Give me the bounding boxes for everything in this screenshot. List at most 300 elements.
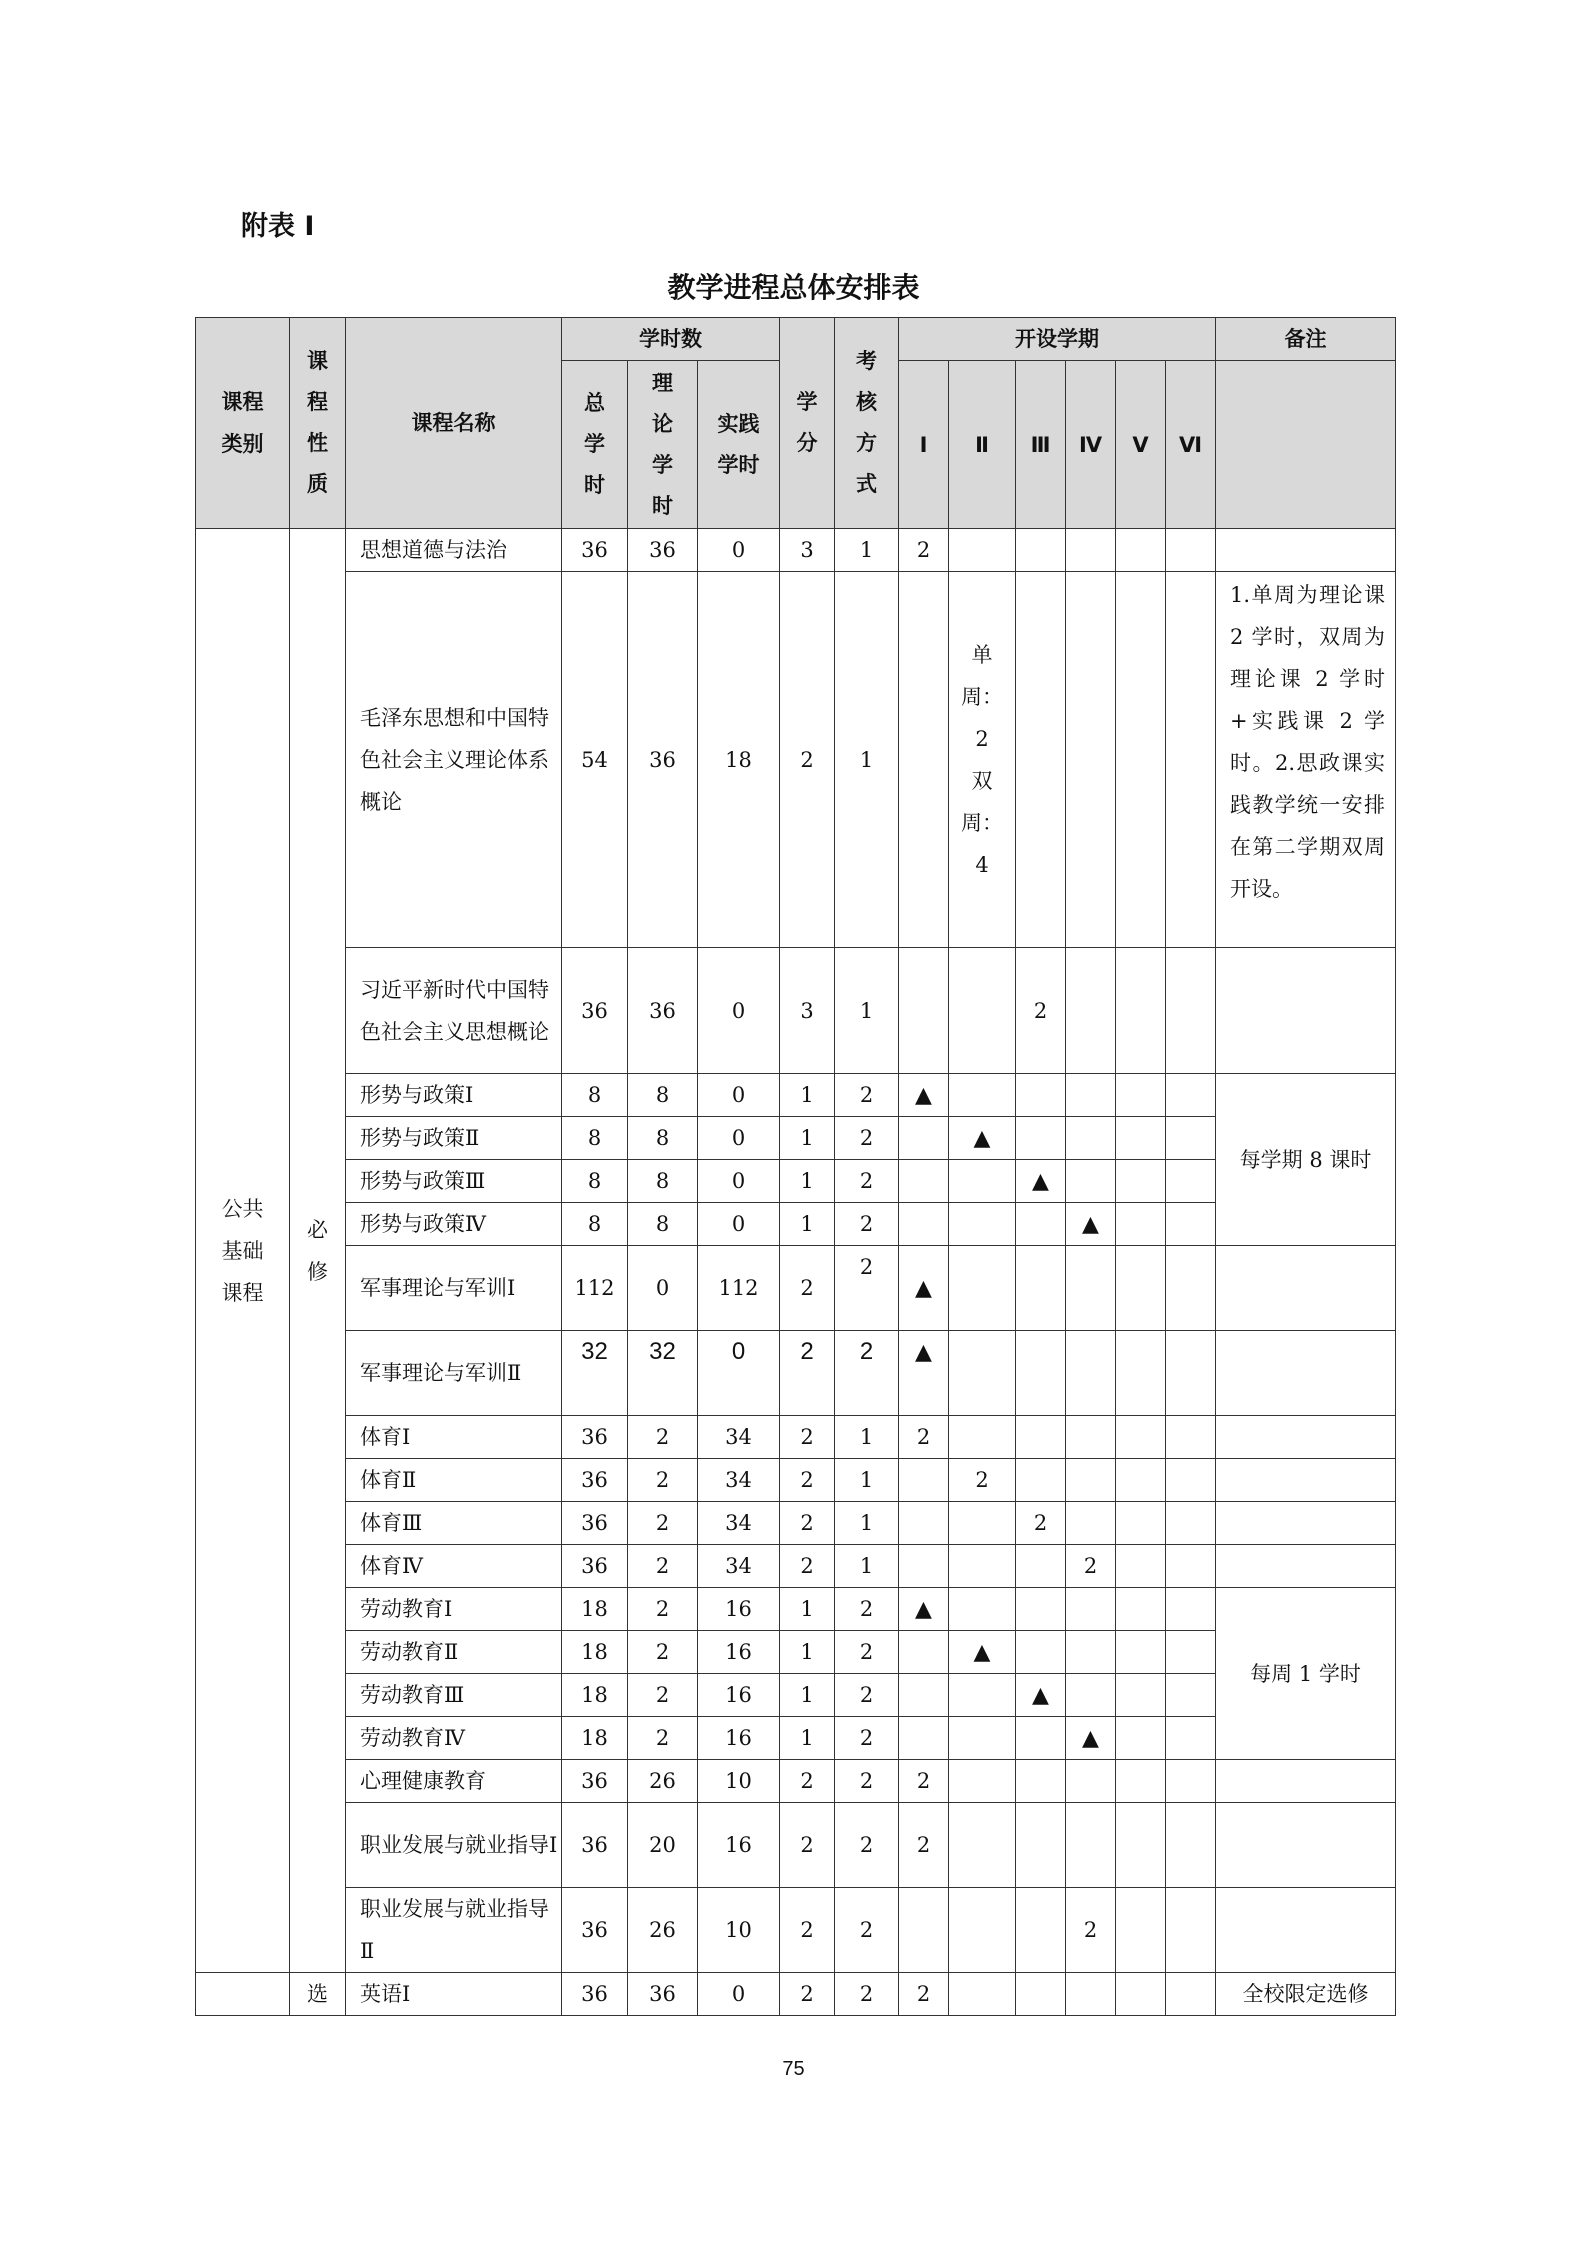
- remarks-cell: [1216, 1502, 1396, 1545]
- exam-method-cell: 1: [835, 529, 899, 572]
- semester-4-cell: [1066, 1973, 1116, 2016]
- semester-5-cell: [1116, 1331, 1166, 1416]
- course-name-cell: 思想道德与法治: [346, 529, 562, 572]
- nature-elective-cell: 选: [290, 1973, 346, 2016]
- semester-6-cell: [1166, 1674, 1216, 1717]
- header-total-hours: 总 学 时: [562, 361, 628, 529]
- practice-hours-cell: 18: [698, 572, 780, 948]
- header-hours-group: 学时数: [562, 318, 780, 361]
- table-row: [196, 1760, 1396, 1803]
- exam-method-cell: 2: [835, 1588, 899, 1631]
- semester-5-cell: [1116, 529, 1166, 572]
- semester-2-cell: [949, 1545, 1016, 1588]
- exam-method-cell: 2: [835, 1717, 899, 1760]
- semester-4-cell: [1066, 1588, 1116, 1631]
- course-name-cell: 英语Ⅰ: [346, 1973, 562, 2016]
- header-semester-3: Ⅲ: [1016, 361, 1066, 529]
- semester-1-cell: [899, 1674, 949, 1717]
- triangle-marker-icon: ▲: [973, 1126, 991, 1151]
- remarks-labor-note: 每周 1 学时: [1216, 1588, 1396, 1760]
- table-row: [196, 948, 1396, 1074]
- exam-method-cell: 2: [835, 1888, 899, 1973]
- semester-5-cell: [1116, 1631, 1166, 1674]
- semester-1-cell: 2: [899, 529, 949, 572]
- header-remarks-blank: [1216, 361, 1396, 529]
- semester-3-cell: [1016, 1074, 1066, 1117]
- triangle-marker-icon: ▲: [915, 1597, 932, 1622]
- semester-6-cell: [1166, 1117, 1216, 1160]
- table-row: [196, 1588, 1396, 1631]
- course-name-cell: 形势与政策Ⅳ: [346, 1203, 562, 1246]
- credits-cell: 1: [780, 1631, 835, 1674]
- theory-hours-cell: 8: [628, 1117, 698, 1160]
- course-name-cell: 习近平新时代中国特色社会主义思想概论: [346, 948, 562, 1074]
- semester-5-cell: [1116, 1803, 1166, 1888]
- practice-hours-cell: 0: [698, 1160, 780, 1203]
- course-name-cell: 心理健康教育: [346, 1760, 562, 1803]
- total-hours-cell: 112: [562, 1246, 628, 1331]
- semester-5-cell: [1116, 1117, 1166, 1160]
- semester-6-cell: [1166, 1160, 1216, 1203]
- remarks-cell: [1216, 1803, 1396, 1888]
- exam-method-cell: 1: [835, 1459, 899, 1502]
- theory-hours-cell: 36: [628, 572, 698, 948]
- semester-6-cell: [1166, 1803, 1216, 1888]
- semester-3-cell: [1016, 1888, 1066, 1973]
- semester-3-cell: 2: [1016, 948, 1066, 1074]
- total-hours-cell: 32: [562, 1331, 628, 1416]
- header-remarks: 备注: [1216, 318, 1396, 361]
- total-hours-cell: 8: [562, 1074, 628, 1117]
- semester-6-cell: [1166, 1074, 1216, 1117]
- semester-6-cell: [1166, 1631, 1216, 1674]
- practice-hours-cell: 10: [698, 1760, 780, 1803]
- semester-2-cell: [949, 1416, 1016, 1459]
- semester-6-cell: [1166, 1545, 1216, 1588]
- practice-hours-cell: 10: [698, 1888, 780, 1973]
- semester-2-cell: [949, 1074, 1016, 1117]
- remarks-cell: [1216, 1760, 1396, 1803]
- credits-cell: 2: [780, 1760, 835, 1803]
- triangle-marker-icon: ▲: [1032, 1169, 1049, 1194]
- table-row: [196, 1074, 1396, 1117]
- exam-method-cell: 2: [835, 1246, 899, 1331]
- course-name-cell: 形势与政策Ⅰ: [346, 1074, 562, 1117]
- semester-2-cell: [949, 529, 1016, 572]
- semester-1-cell: [899, 1160, 949, 1203]
- table-row: [196, 1246, 1396, 1331]
- semester-6-cell: [1166, 1760, 1216, 1803]
- credits-cell: 2: [780, 1459, 835, 1502]
- semester-4-cell: [1066, 1760, 1116, 1803]
- category-cell-cont: [196, 1973, 290, 2016]
- semester-3-cell: [1016, 1331, 1066, 1416]
- triangle-marker-icon: ▲: [1082, 1726, 1099, 1751]
- theory-hours-cell: 0: [628, 1246, 698, 1331]
- total-hours-cell: 8: [562, 1160, 628, 1203]
- theory-hours-cell: 8: [628, 1160, 698, 1203]
- semester-4-cell: [1066, 1803, 1116, 1888]
- exam-method-cell: 2: [835, 1203, 899, 1246]
- semester-4-cell: [1066, 1246, 1116, 1331]
- semester-6-cell: [1166, 1588, 1216, 1631]
- semester-4-cell: [1066, 1717, 1116, 1760]
- triangle-marker-icon: ▲: [1082, 1212, 1099, 1237]
- header-credits: 学 分: [780, 318, 835, 529]
- total-hours-cell: 36: [562, 1760, 628, 1803]
- remarks-cell: [1216, 1459, 1396, 1502]
- semester-3-cell: [1016, 1117, 1066, 1160]
- semester-2-cell: [949, 1803, 1016, 1888]
- semester-3-cell: [1016, 1674, 1066, 1717]
- exam-method-cell: 2: [835, 1973, 899, 2016]
- semester-5-cell: [1116, 1246, 1166, 1331]
- schedule-table: [195, 317, 1396, 2016]
- practice-hours-cell: 16: [698, 1803, 780, 1888]
- theory-hours-cell: 2: [628, 1545, 698, 1588]
- theory-hours-cell: 2: [628, 1502, 698, 1545]
- semester-5-cell: [1116, 948, 1166, 1074]
- table-row: [196, 1416, 1396, 1459]
- practice-hours-cell: 16: [698, 1631, 780, 1674]
- semester-2-cell: [949, 1117, 1016, 1160]
- table-row: [196, 1973, 1396, 2016]
- total-hours-cell: 36: [562, 1545, 628, 1588]
- practice-hours-cell: 0: [698, 1074, 780, 1117]
- practice-hours-cell: 16: [698, 1717, 780, 1760]
- total-hours-cell: 8: [562, 1117, 628, 1160]
- semester-1-cell: [899, 1246, 949, 1331]
- semester-1-cell: [899, 1459, 949, 1502]
- theory-hours-cell: 36: [628, 948, 698, 1074]
- semester-6-cell: [1166, 1502, 1216, 1545]
- semester-4-cell: [1066, 1203, 1116, 1246]
- credits-cell: 2: [780, 1246, 835, 1331]
- semester-3-cell: [1016, 529, 1066, 572]
- total-hours-cell: 36: [562, 1888, 628, 1973]
- credits-cell: 2: [780, 1502, 835, 1545]
- semester-3-cell: [1016, 1760, 1066, 1803]
- course-name-cell: 体育Ⅲ: [346, 1502, 562, 1545]
- triangle-marker-icon: ▲: [915, 1276, 932, 1301]
- semester-5-cell: [1116, 1760, 1166, 1803]
- semester-1-cell: [899, 1074, 949, 1117]
- semester-1-cell: [899, 1203, 949, 1246]
- semester-4-cell: [1066, 572, 1116, 948]
- semester-3-cell: [1016, 1588, 1066, 1631]
- semester-2-cell: [949, 1760, 1016, 1803]
- semester-6-cell: [1166, 572, 1216, 948]
- theory-hours-cell: 2: [628, 1459, 698, 1502]
- total-hours-cell: 36: [562, 1416, 628, 1459]
- practice-hours-cell: 16: [698, 1674, 780, 1717]
- header-semester-1: Ⅰ: [899, 361, 949, 529]
- total-hours-cell: 18: [562, 1717, 628, 1760]
- course-name-cell: 毛泽东思想和中国特色社会主义理论体系概论: [346, 572, 562, 948]
- table-row: [196, 529, 1396, 572]
- header-semester-6: Ⅵ: [1166, 361, 1216, 529]
- practice-hours-cell: 34: [698, 1459, 780, 1502]
- semester-2-cell: [949, 1674, 1016, 1717]
- semester-6-cell: [1166, 1203, 1216, 1246]
- semester-1-cell: [899, 1502, 949, 1545]
- header-practice-hours: 实践 学时: [698, 361, 780, 529]
- course-name-cell: 体育Ⅳ: [346, 1545, 562, 1588]
- theory-hours-cell: 2: [628, 1416, 698, 1459]
- exam-method-cell: 1: [835, 1545, 899, 1588]
- practice-hours-cell: 34: [698, 1545, 780, 1588]
- theory-hours-cell: 36: [628, 529, 698, 572]
- header-semester-4: Ⅳ: [1066, 361, 1116, 529]
- semester-4-cell: [1066, 948, 1116, 1074]
- practice-hours-cell: 34: [698, 1416, 780, 1459]
- semester-4-cell: [1066, 1459, 1116, 1502]
- semester-2-cell: [949, 1246, 1016, 1331]
- credits-cell: 1: [780, 1588, 835, 1631]
- exam-method-cell: 1: [835, 572, 899, 948]
- semester-3-cell: 2: [1016, 1502, 1066, 1545]
- theory-hours-cell: 2: [628, 1588, 698, 1631]
- table-row: [196, 572, 1396, 948]
- semester-5-cell: [1116, 1717, 1166, 1760]
- semester-5-cell: [1116, 1545, 1166, 1588]
- theory-hours-cell: 2: [628, 1631, 698, 1674]
- semester-4-cell: [1066, 1331, 1116, 1416]
- total-hours-cell: 18: [562, 1631, 628, 1674]
- remarks-cell: [1216, 529, 1396, 572]
- theory-hours-cell: 32: [628, 1331, 698, 1416]
- credits-cell: 1: [780, 1203, 835, 1246]
- course-name-cell: 形势与政策Ⅱ: [346, 1117, 562, 1160]
- total-hours-cell: 54: [562, 572, 628, 948]
- exam-method-cell: 2: [835, 1760, 899, 1803]
- course-name-cell: 体育Ⅰ: [346, 1416, 562, 1459]
- semester-2-cell: [949, 1331, 1016, 1416]
- credits-cell: 2: [780, 1545, 835, 1588]
- semester-1-cell: [899, 572, 949, 948]
- header-category: 课程 类别: [196, 318, 290, 529]
- total-hours-cell: 18: [562, 1588, 628, 1631]
- exam-method-cell: 2: [835, 1631, 899, 1674]
- semester-3-cell: [1016, 1459, 1066, 1502]
- semester-6-cell: [1166, 1416, 1216, 1459]
- semester-4-cell: [1066, 1074, 1116, 1117]
- semester-6-cell: [1166, 1888, 1216, 1973]
- table-row: [196, 1331, 1396, 1416]
- semester-3-cell: [1016, 1631, 1066, 1674]
- semester-4-cell: [1066, 1502, 1116, 1545]
- semester-6-cell: [1166, 1459, 1216, 1502]
- semester-4-cell: [1066, 1117, 1116, 1160]
- exam-method-cell: 2: [835, 1160, 899, 1203]
- theory-hours-cell: 8: [628, 1203, 698, 1246]
- remarks-cell: [1216, 1331, 1396, 1416]
- practice-hours-cell: 16: [698, 1588, 780, 1631]
- semester-5-cell: [1116, 1074, 1166, 1117]
- semester-3-cell: [1016, 1416, 1066, 1459]
- semester-1-cell: 2: [899, 1416, 949, 1459]
- appendix-label: 附表 I: [241, 211, 315, 242]
- table-row: [196, 1502, 1396, 1545]
- total-hours-cell: 36: [562, 1502, 628, 1545]
- theory-hours-cell: 2: [628, 1674, 698, 1717]
- course-name-cell: 劳动教育Ⅲ: [346, 1674, 562, 1717]
- semester-2-cell: [949, 1888, 1016, 1973]
- credits-cell: 2: [780, 1416, 835, 1459]
- triangle-marker-icon: ▲: [915, 1083, 932, 1108]
- credits-cell: 2: [780, 572, 835, 948]
- credits-cell: 1: [780, 1717, 835, 1760]
- semester-2-cell: [949, 1203, 1016, 1246]
- total-hours-cell: 18: [562, 1674, 628, 1717]
- table-row: [196, 1888, 1396, 1973]
- total-hours-cell: 36: [562, 948, 628, 1074]
- exam-method-cell: 1: [835, 1416, 899, 1459]
- triangle-marker-icon: ▲: [915, 1340, 932, 1365]
- semester-2-cell: [949, 1973, 1016, 2016]
- credits-cell: 2: [780, 1888, 835, 1973]
- header-exam-method: 考 核 方 式: [835, 318, 899, 529]
- semester-5-cell: [1116, 572, 1166, 948]
- semester-6-cell: [1166, 1717, 1216, 1760]
- semester-3-cell: [1016, 1160, 1066, 1203]
- course-name-cell: 职业发展与就业指导Ⅱ: [346, 1888, 562, 1973]
- semester-6-cell: [1166, 1246, 1216, 1331]
- course-name-cell: 军事理论与军训Ⅱ: [346, 1331, 562, 1416]
- credits-cell: 2: [780, 1331, 835, 1416]
- semester-5-cell: [1116, 1973, 1166, 2016]
- semester-4-cell: 2: [1066, 1545, 1116, 1588]
- semester-2-cell: [949, 1160, 1016, 1203]
- semester-6-cell: [1166, 529, 1216, 572]
- semester-3-cell: [1016, 1246, 1066, 1331]
- table-row: [196, 1459, 1396, 1502]
- practice-hours-cell: 0: [698, 948, 780, 1074]
- header-nature: 课 程 性 质: [290, 318, 346, 529]
- semester-1-cell: [899, 1331, 949, 1416]
- semester-1-cell: [899, 1545, 949, 1588]
- semester-3-cell: [1016, 1973, 1066, 2016]
- theory-hours-cell: 20: [628, 1803, 698, 1888]
- credits-cell: 1: [780, 1674, 835, 1717]
- semester-5-cell: [1116, 1502, 1166, 1545]
- triangle-marker-icon: ▲: [973, 1640, 991, 1665]
- credits-cell: 2: [780, 1973, 835, 2016]
- theory-hours-cell: 26: [628, 1760, 698, 1803]
- practice-hours-cell: 112: [698, 1246, 780, 1331]
- nature-required-cell: 必 修: [290, 529, 346, 1973]
- practice-hours-cell: 0: [698, 529, 780, 572]
- remarks-cell: [1216, 1545, 1396, 1588]
- exam-method-cell: 1: [835, 1502, 899, 1545]
- semester-3-cell: [1016, 572, 1066, 948]
- semester-3-cell: [1016, 1203, 1066, 1246]
- semester-3-cell: [1016, 1545, 1066, 1588]
- course-name-cell: 劳动教育Ⅰ: [346, 1588, 562, 1631]
- total-hours-cell: 36: [562, 1459, 628, 1502]
- semester-4-cell: [1066, 1416, 1116, 1459]
- semester-1-cell: [899, 948, 949, 1074]
- semester-5-cell: [1116, 1203, 1166, 1246]
- exam-method-cell: 1: [835, 948, 899, 1074]
- course-name-cell: 职业发展与就业指导Ⅰ: [346, 1803, 562, 1888]
- header-course-name: 课程名称: [346, 318, 562, 529]
- semester-6-cell: [1166, 1973, 1216, 2016]
- semester-4-cell: [1066, 1160, 1116, 1203]
- remarks-mao-note: 1.单周为理论课 2 学时，双周为理论课 2 学时+实践课 2 学时。2.思政课实践教学统一安排在第二学期双周开设。: [1216, 572, 1396, 948]
- practice-hours-cell: 0: [698, 1117, 780, 1160]
- header-theory-hours: 理 论 学 时: [628, 361, 698, 529]
- header-semester-2: Ⅱ: [949, 361, 1016, 529]
- semester-3-cell: [1016, 1803, 1066, 1888]
- semester-1-cell: 2: [899, 1803, 949, 1888]
- practice-hours-cell: 34: [698, 1502, 780, 1545]
- semester-6-cell: [1166, 1331, 1216, 1416]
- semester-5-cell: [1116, 1459, 1166, 1502]
- remarks-cell: [1216, 1416, 1396, 1459]
- credits-cell: 3: [780, 529, 835, 572]
- header-semesters-group: 开设学期: [899, 318, 1216, 361]
- page-number: 75: [782, 2058, 805, 2080]
- theory-hours-cell: 36: [628, 1973, 698, 2016]
- semester-5-cell: [1116, 1888, 1166, 1973]
- credits-cell: 3: [780, 948, 835, 1074]
- exam-method-cell: 2: [835, 1803, 899, 1888]
- remarks-cell: [1216, 1888, 1396, 1973]
- course-name-cell: 劳动教育Ⅳ: [346, 1717, 562, 1760]
- practice-hours-cell: 0: [698, 1203, 780, 1246]
- theory-hours-cell: 26: [628, 1888, 698, 1973]
- credits-cell: 1: [780, 1074, 835, 1117]
- semester-2-cell: [949, 1717, 1016, 1760]
- semester-4-cell: [1066, 1631, 1116, 1674]
- total-hours-cell: 36: [562, 1973, 628, 2016]
- header-semester-5: Ⅴ: [1116, 361, 1166, 529]
- course-name-cell: 体育Ⅱ: [346, 1459, 562, 1502]
- semester-2-cell: 单周：2 双周：4: [949, 572, 1016, 948]
- credits-cell: 2: [780, 1803, 835, 1888]
- practice-hours-cell: 0: [698, 1973, 780, 2016]
- exam-method-cell: 2: [835, 1117, 899, 1160]
- course-name-cell: 军事理论与军训Ⅰ: [346, 1246, 562, 1331]
- semester-2-cell: [949, 1588, 1016, 1631]
- remarks-cell: [1216, 948, 1396, 1074]
- semester-1-cell: [899, 1117, 949, 1160]
- semester-6-cell: [1166, 948, 1216, 1074]
- semester-4-cell: [1066, 529, 1116, 572]
- remarks-english-note: 全校限定选修: [1216, 1973, 1396, 2016]
- total-hours-cell: 8: [562, 1203, 628, 1246]
- theory-hours-cell: 2: [628, 1717, 698, 1760]
- triangle-marker-icon: ▲: [1032, 1683, 1049, 1708]
- exam-method-cell: 2: [835, 1331, 899, 1416]
- semester-2-cell: [949, 1502, 1016, 1545]
- remarks-policy-note: 每学期 8 课时: [1216, 1074, 1396, 1246]
- course-name-cell: 形势与政策Ⅲ: [346, 1160, 562, 1203]
- semester-2-cell: 2: [949, 1459, 1016, 1502]
- semester-1-cell: [899, 1717, 949, 1760]
- total-hours-cell: 36: [562, 529, 628, 572]
- semester-5-cell: [1116, 1416, 1166, 1459]
- course-name-cell: 劳动教育Ⅱ: [346, 1631, 562, 1674]
- semester-5-cell: [1116, 1588, 1166, 1631]
- semester-1-cell: 2: [899, 1760, 949, 1803]
- semester-5-cell: [1116, 1674, 1166, 1717]
- semester-2-cell: [949, 1631, 1016, 1674]
- credits-cell: 1: [780, 1117, 835, 1160]
- semester-1-cell: [899, 1588, 949, 1631]
- semester-4-cell: [1066, 1674, 1116, 1717]
